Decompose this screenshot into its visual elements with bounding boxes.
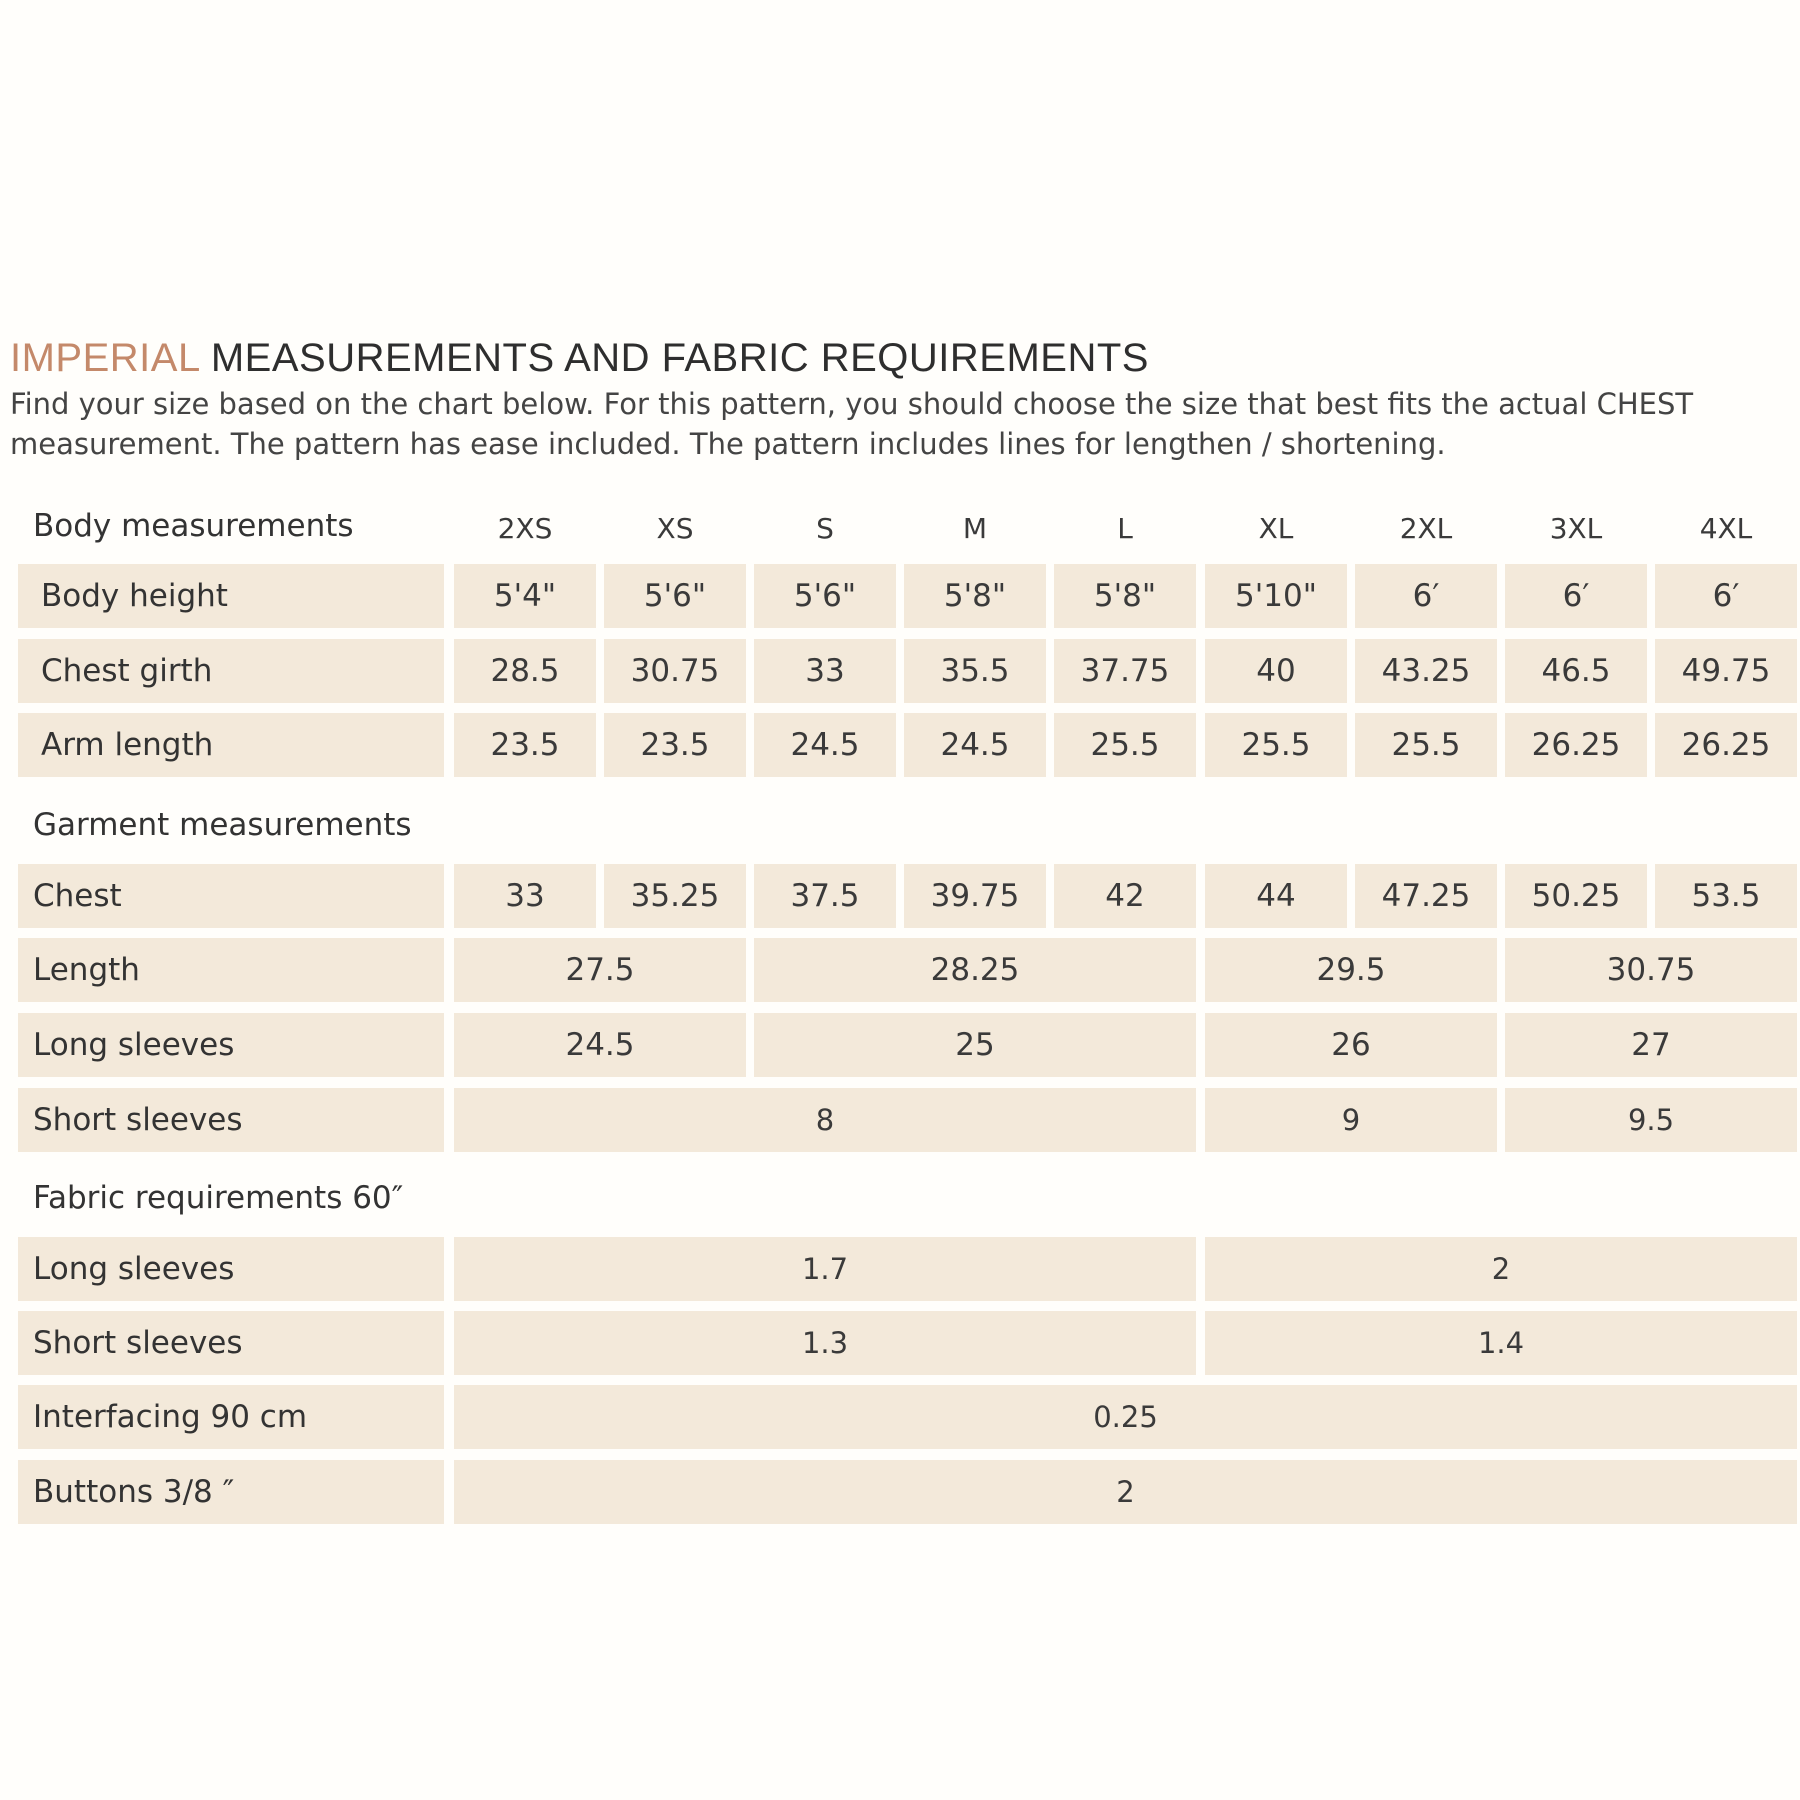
row-label-body-arm-length: Arm length (18, 713, 444, 777)
size-header-m: M (962, 512, 988, 545)
size-header-s: S (816, 512, 834, 545)
cell-garment-chest-2xs: 33 (454, 864, 596, 928)
cell-fabric-long-sleeves-group-1: 2 (1205, 1237, 1797, 1301)
section-label-body: Body measurements (33, 508, 354, 544)
cell-garment-long-sleeves-group-0: 24.5 (454, 1013, 746, 1077)
cell-garment-length-group-1: 28.25 (754, 938, 1196, 1002)
row-label-garment-long-sleeves: Long sleeves (18, 1013, 444, 1077)
cell-garment-long-sleeves-group-3: 27 (1505, 1013, 1797, 1077)
cell-garment-length-group-0: 27.5 (454, 938, 746, 1002)
row-label-body-chest-girth: Chest girth (18, 639, 444, 703)
section-label-garment: Garment measurements (33, 807, 412, 843)
cell-body-body-height-2xs: 5'4" (454, 564, 596, 628)
size-header-xl: XL (1258, 512, 1294, 545)
title-rest: MEASUREMENTS AND FABRIC REQUIREMENTS (210, 336, 1149, 380)
cell-body-chest-girth-xs: 30.75 (604, 639, 746, 703)
cell-body-body-height-xs: 5'6" (604, 564, 746, 628)
row-label-fabric-interfacing-90-cm: Interfacing 90 cm (18, 1385, 444, 1449)
page-title (10, 336, 1149, 381)
row-label-body-body-height: Body height (18, 564, 444, 628)
cell-garment-short-sleeves-group-1: 9 (1205, 1088, 1497, 1152)
cell-garment-long-sleeves-group-1: 25 (754, 1013, 1196, 1077)
cell-body-arm-length-2xl: 25.5 (1355, 713, 1497, 777)
cell-garment-short-sleeves-group-0: 8 (454, 1088, 1196, 1152)
cell-body-chest-girth-2xs: 28.5 (454, 639, 596, 703)
size-header-2xs: 2XS (497, 512, 553, 545)
cell-body-arm-length-3xl: 26.25 (1505, 713, 1647, 777)
row-label-fabric-long-sleeves: Long sleeves (18, 1237, 444, 1301)
cell-body-body-height-3xl: 6′ (1505, 564, 1647, 628)
cell-body-chest-girth-l: 37.75 (1054, 639, 1196, 703)
cell-body-body-height-xl: 5'10" (1205, 564, 1347, 628)
cell-body-chest-girth-4xl: 49.75 (1655, 639, 1797, 703)
row-label-garment-length: Length (18, 938, 444, 1002)
cell-body-arm-length-m: 24.5 (904, 713, 1046, 777)
cell-fabric-short-sleeves-group-1: 1.4 (1205, 1311, 1797, 1375)
cell-fabric-interfacing-90-cm-group-0: 0.25 (454, 1385, 1797, 1449)
cell-body-body-height-m: 5'8" (904, 564, 1046, 628)
cell-garment-length-group-2: 29.5 (1205, 938, 1497, 1002)
cell-body-arm-length-xl: 25.5 (1205, 713, 1347, 777)
row-label-fabric-short-sleeves: Short sleeves (18, 1311, 444, 1375)
cell-garment-chest-xl: 44 (1205, 864, 1347, 928)
title-accent: IMPERIAL (10, 336, 200, 380)
cell-garment-chest-s: 37.5 (754, 864, 896, 928)
cell-body-chest-girth-3xl: 46.5 (1505, 639, 1647, 703)
cell-body-body-height-s: 5'6" (754, 564, 896, 628)
cell-body-body-height-2xl: 6′ (1355, 564, 1497, 628)
row-label-fabric-buttons-3-8: Buttons 3/8 ″ (18, 1460, 444, 1524)
cell-garment-chest-l: 42 (1054, 864, 1196, 928)
size-header-l: L (1117, 512, 1133, 545)
row-label-garment-chest: Chest (18, 864, 444, 928)
cell-body-arm-length-s: 24.5 (754, 713, 896, 777)
cell-fabric-long-sleeves-group-0: 1.7 (454, 1237, 1196, 1301)
cell-body-chest-girth-xl: 40 (1205, 639, 1347, 703)
cell-body-body-height-4xl: 6′ (1655, 564, 1797, 628)
cell-body-arm-length-xs: 23.5 (604, 713, 746, 777)
cell-body-chest-girth-m: 35.5 (904, 639, 1046, 703)
size-header-xs: XS (656, 512, 694, 545)
cell-body-body-height-l: 5'8" (1054, 564, 1196, 628)
cell-fabric-buttons-3-8-group-0: 2 (454, 1460, 1797, 1524)
size-header-4xl: 4XL (1699, 512, 1753, 545)
cell-body-chest-girth-2xl: 43.25 (1355, 639, 1497, 703)
row-label-garment-short-sleeves: Short sleeves (18, 1088, 444, 1152)
size-header-2xl: 2XL (1399, 512, 1453, 545)
section-label-fabric: Fabric requirements 60″ (33, 1180, 404, 1216)
cell-garment-chest-m: 39.75 (904, 864, 1046, 928)
cell-body-arm-length-4xl: 26.25 (1655, 713, 1797, 777)
cell-body-chest-girth-s: 33 (754, 639, 896, 703)
cell-garment-length-group-3: 30.75 (1505, 938, 1797, 1002)
cell-garment-short-sleeves-group-2: 9.5 (1505, 1088, 1797, 1152)
size-header-3xl: 3XL (1549, 512, 1603, 545)
cell-fabric-short-sleeves-group-0: 1.3 (454, 1311, 1196, 1375)
cell-body-arm-length-2xs: 23.5 (454, 713, 596, 777)
cell-body-arm-length-l: 25.5 (1054, 713, 1196, 777)
cell-garment-chest-3xl: 50.25 (1505, 864, 1647, 928)
cell-garment-chest-4xl: 53.5 (1655, 864, 1797, 928)
intro-text: Find your size based on the chart below. For this pattern, you should choose the size that best fits the actual CHEST measurement. The pattern has ease included. The pattern includes lines for lengthen / shortening. (10, 387, 1694, 461)
cell-garment-chest-xs: 35.25 (604, 864, 746, 928)
cell-garment-chest-2xl: 47.25 (1355, 864, 1497, 928)
cell-garment-long-sleeves-group-2: 26 (1205, 1013, 1497, 1077)
